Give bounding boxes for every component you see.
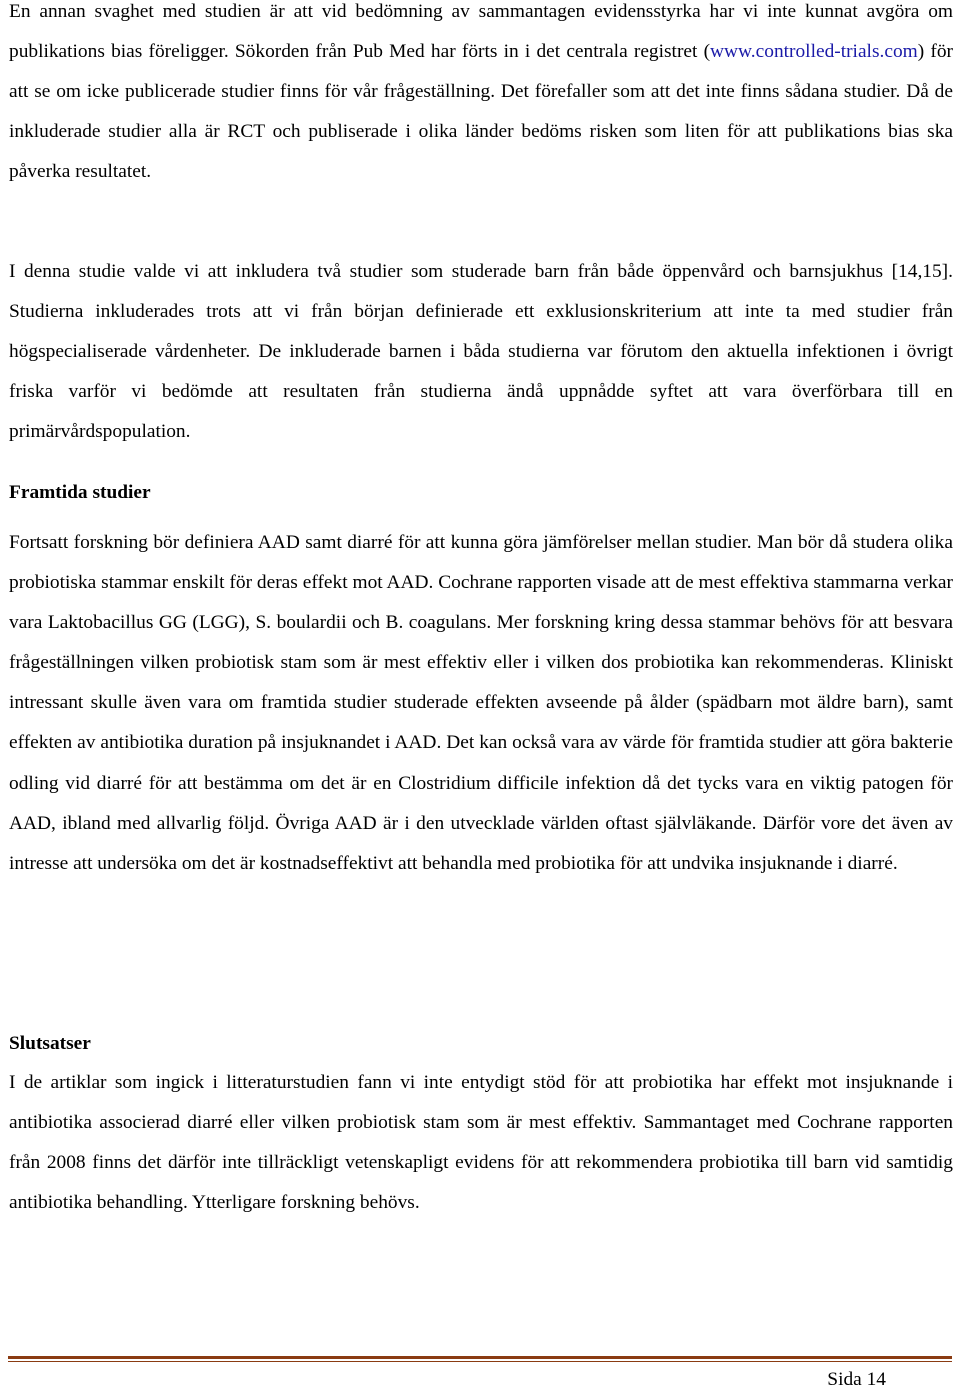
paragraph-text: ) för att se om icke publicerade studier finns för vår frågeställning. Det förefaller som att det inte finns sådana studier. Då de inkluderade studier alla är RCT och publiserade i olika länder bedöms risken som liten för att publikations bias ska påverka resultatet. [9, 41, 953, 183]
paragraph-included-studies: I denna studie valde vi att inkludera två studier som studerade barn från både öppenvård och barnsjukhus [14,15]. Studierna inkluderades trots att vi från början definierade ett exklusionskriterium att inte ta med studier från högspecialiserade vårdenheter. De inkluderade barnen i båda studierna var förutom den aktuella infektionen i övrigt friska varför vi bedömde att resultaten från studierna ändå uppnådde syftet att vara överförbara till en primärvårdspopulation. [9, 261, 953, 443]
heading-conclusions: Slutsatser [9, 1033, 91, 1054]
paragraph-publication-bias [9, 0, 953, 192]
heading-future-studies: Framtida studier [9, 482, 151, 503]
controlled-trials-link[interactable]: www.controlled-trials.com [710, 41, 918, 63]
paragraph-text: En annan svaghet med studien är att vid bedömning av sammantagen evidensstyrka har vi inte kunnat avgöra om publikations bias föreligger. Sökorden från Pub Med har förts in i det centrala registret ( [9, 1, 953, 63]
paragraph-conclusions: I de artiklar som ingick i litteraturstudien fann vi inte entydigt stöd för att probiotika har effekt mot insjuknande i antibiotika associerad diarré eller vilken probiotisk stam som är mest effektiv. Sammantaget med Cochrane rapporten från 2008 finns det därför inte tillräckligt vetenskapligt evidens för att rekommendera probiotika till barn vid samtidig antibiotika behandling. Ytterligare forskning behövs. [9, 1072, 953, 1214]
footer-divider [8, 1356, 952, 1362]
page-number: Sida 14 [827, 1369, 886, 1390]
paragraph-future-studies: Fortsatt forskning bör definiera AAD samt diarré för att kunna göra jämförelser mellan studier. Man bör då studera olika probiotiska stammar enskilt för deras effekt mot AAD. Cochrane rapporten visade att de mest effektiva stammarna verkar vara Laktobacillus GG (LGG), S. boulardii och B. coagulans. Mer forskning kring dessa stammar behövs för att besvara frågeställningen vilken probiotisk stam som är mest effektiv eller i vilken dos probiotika kan rekommenderas. Kliniskt intressant skulle även vara om framtida studier studerade effekten avseende på ålder (spädbarn mot äldre barn), samt effekten av antibiotika duration på insjuknandet i AAD. Det kan också vara av värde för framtida studier att göra bakterie odling vid diarré för att bestämma om det är en Clostridium difficile infektion då det tycks vara en viktig patogen för AAD, ibland med allvarlig följd. Övriga AAD är i den utvecklade världen oftast självläkande. Därför vore det även av intresse att undersöka om det är kostnadseffektivt att behandla med probiotika för att undvika insjuknande i diarré. [9, 532, 953, 874]
